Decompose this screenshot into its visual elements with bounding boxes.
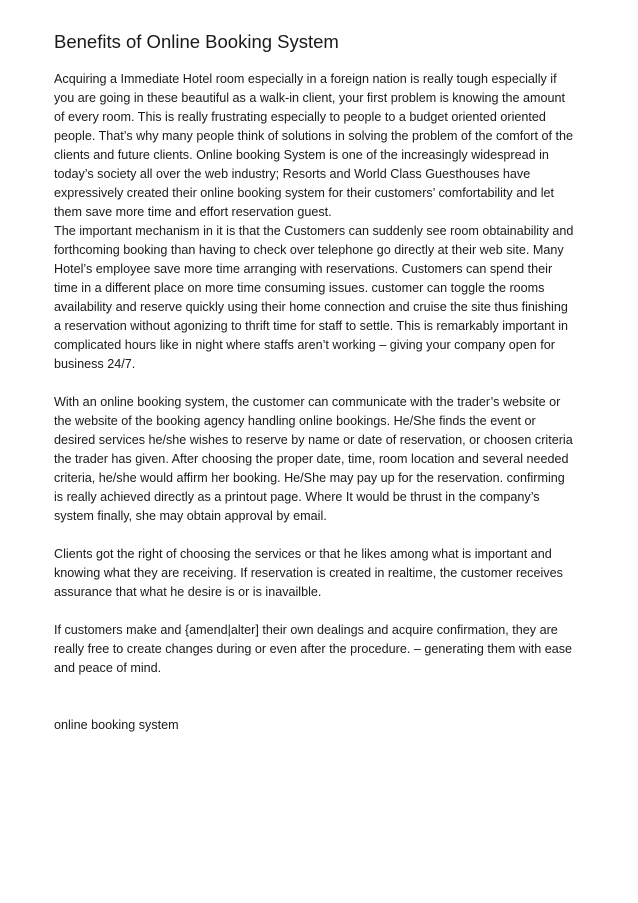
text-line: With an online booking system, the customer can communicate with the trader’s website or [54,395,561,409]
paragraph-spacer [54,678,594,716]
text-line: assurance that what he desire is or is inavailble. [54,585,322,599]
text-line: them save more time and effort reservation guest. [54,205,332,219]
text-line: desired services he/she wishes to reserve by name or date of reservation, or choosen criteria [54,433,573,447]
text-line: is really achieved directly as a printout page. Where It would be thrust in the company’s [54,490,540,504]
text-line: complicated hours like in night where staffs aren’t working – giving your company open for [54,338,555,352]
text-line: Acquiring a Immediate Hotel room especially in a foreign nation is really tough especially if [54,72,557,86]
page-title: Benefits of Online Booking System [54,31,339,52]
paragraph-spacer [54,374,594,393]
text-line: criteria, he/she would affirm her booking. He/She may pay up for the reservation. confirming [54,471,565,485]
document-body [54,70,594,735]
paragraph-intro [54,70,594,374]
text-line: The important mechanism in it is that the Customers can suddenly see room obtainability and [54,224,574,238]
paragraph-clients [54,545,594,602]
text-line: of every room. This is really frustrating especially to people to a budget oriented oriented [54,110,546,124]
paragraph-online-booking [54,393,594,526]
text-line: availability and reserve quickly using their home connection and cruise the site thus finishing [54,300,568,314]
text-line: you are going in these beautiful as a walk-in client, your first problem is knowing the amount [54,91,566,105]
text-line: system finally, she may obtain approval by email. [54,509,327,523]
text-line: expressively created their online booking system for their customers’ comfortability and let [54,186,555,200]
text-line: clients and future clients. Online booking System is one of the increasingly widespread in [54,148,549,162]
text-line: really free to create changes during or even after the procedure. – generating them with ease [54,642,573,656]
text-line: If customers make and {amend|alter] their own dealings and acquire confirmation, they are [54,623,558,637]
text-line: and peace of mind. [54,661,162,675]
text-line: knowing what they are receiving. If reservation is created in realtime, the customer receives [54,566,563,580]
keyword-line: online booking system [54,718,179,732]
text-line: business 24/7. [54,357,136,371]
text-line: the website of the booking agency handling online bookings. He/She finds the event or [54,414,536,428]
text-line: time in a different place on more time consuming issues. customer can toggle the rooms [54,281,545,295]
paragraph-spacer [54,526,594,545]
text-line: forthcoming booking than having to check over telephone go directly at their web site. Many [54,243,564,257]
paragraph-keyword [54,716,594,735]
text-line: Clients got the right of choosing the services or that he likes among what is important and [54,547,552,561]
paragraph-spacer [54,602,594,621]
text-line: Hotel’s employee save more time arranging with reservations. Customers can spend their [54,262,553,276]
text-line: a reservation without agonizing to thrift time for staff to settle. This is remarkably important in [54,319,569,333]
paragraph-customers [54,621,594,678]
text-line: people. That’s why many people think of solutions in solving the problem of the comfort of the [54,129,573,143]
text-line: the trader has given. After choosing the proper date, time, room location and several needed [54,452,569,466]
text-line: today’s society all over the web industry; Resorts and World Class Guesthouses have [54,167,531,181]
